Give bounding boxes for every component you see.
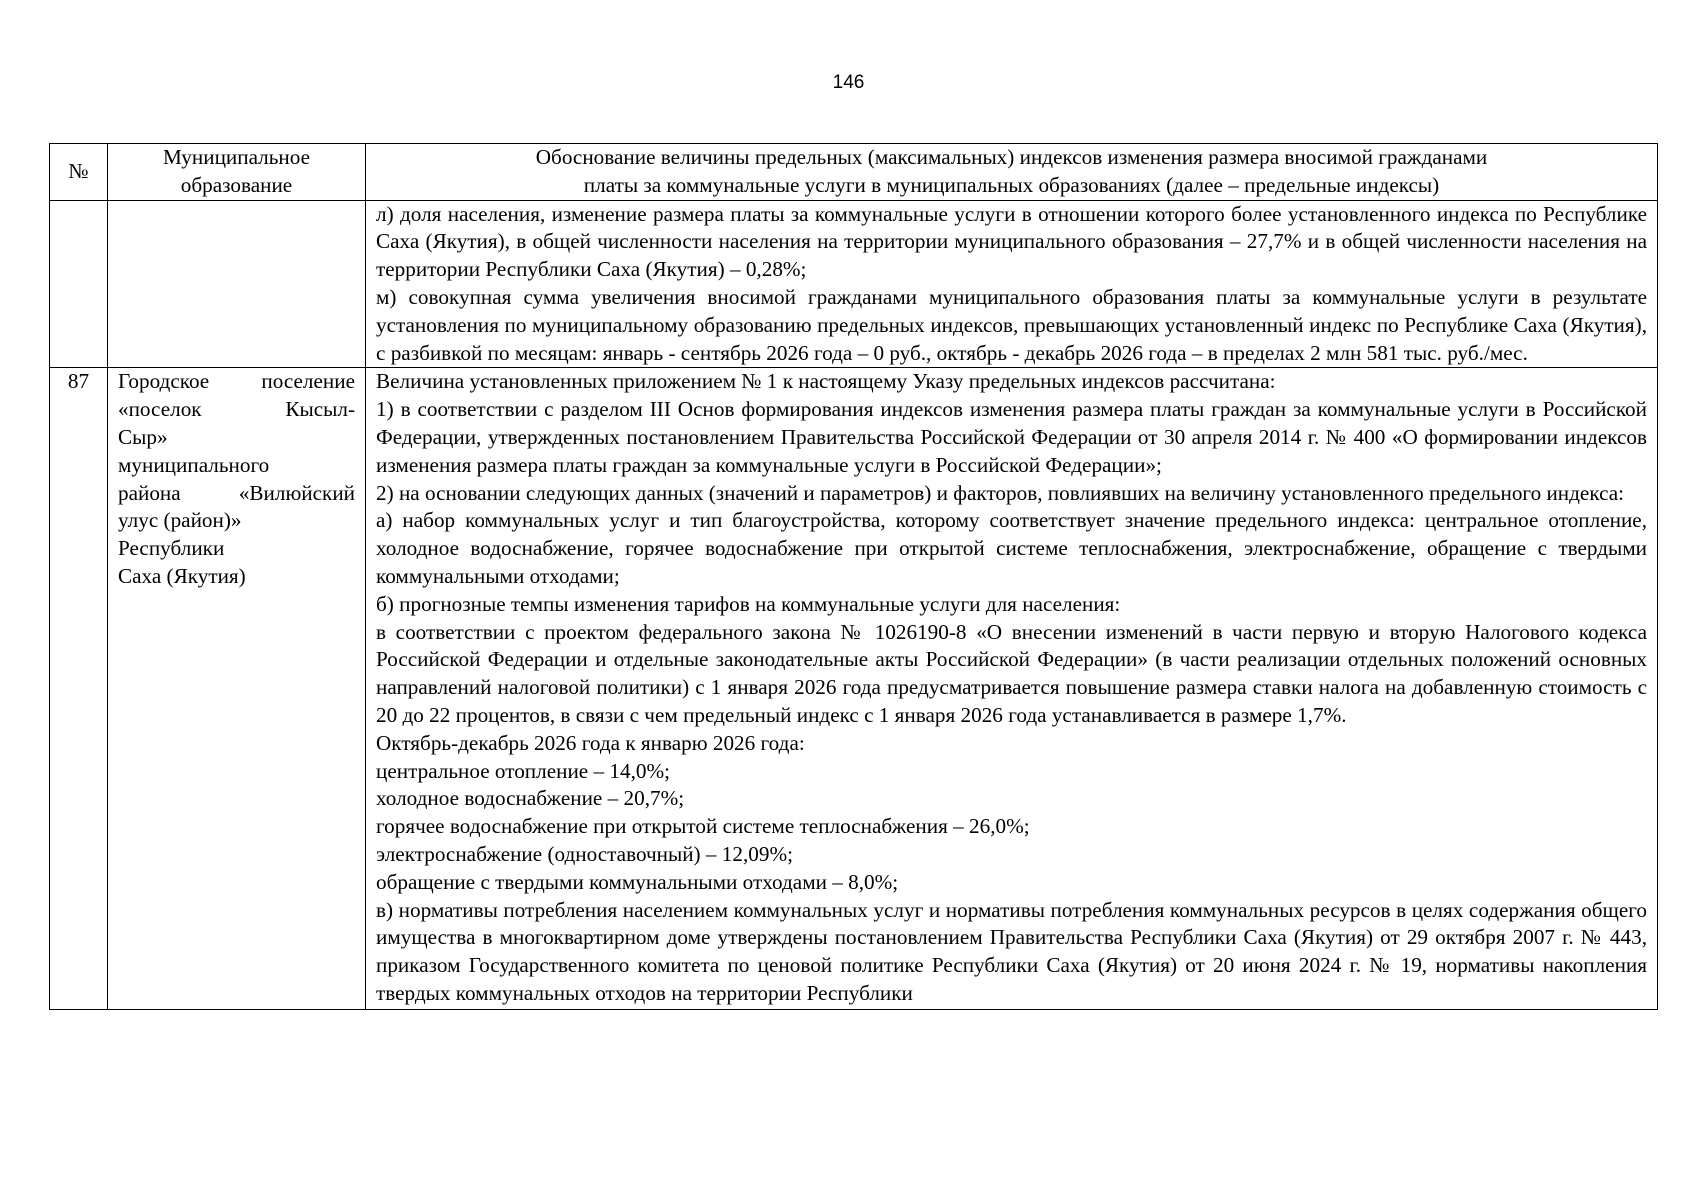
justification-cell [366,368,1658,1010]
municipality-line: Сыр» [118,424,168,449]
header-municipality-line2: образование [180,172,293,197]
municipality-cell [108,368,366,1010]
paragraph-v: в) нормативы потребления населением коммунальных услуг и нормативы потребления коммунальных ресурсов в целях содержания общего имущества в многоквартирном доме утверждены постановлением Правительства Республики Саха (Якутия) от 29 октября 2007 г. № 443, приказом Государственного комитета по ценовой политике Республики Саха (Якутия) от 20 июня 2024 г. № 19, нормативы накопления твердых коммунальных отходов на территории Республики [376,897,1647,1005]
table-header-row [50,144,1658,201]
page-number: 146 [832,72,865,93]
paragraph-hot-water: горячее водоснабжение при открытой системе теплоснабжения – 26,0%; [376,814,1030,839]
paragraph-b: б) прогнозные темпы изменения тарифов на коммунальные услуги для населения: [376,591,1121,616]
paragraph-cold-water: холодное водоснабжение – 20,7%; [376,786,685,811]
header-municipality [108,144,366,201]
municipality-line: «поселок Кысыл- [118,397,355,422]
row-number: 87 [50,368,108,1010]
continuation-number-cell [50,200,108,368]
municipality-line: района «Вилюйский [118,480,355,505]
continuation-municipality-cell [108,200,366,368]
header-number: № [50,144,108,201]
paragraph-intro: Величина установленных приложением № 1 к настоящему Указу предельных индексов рассчитана: [376,369,1276,394]
continuation-justification-cell [366,200,1658,368]
paragraph-1: 1) в соответствии с разделом III Основ формирования индексов изменения размера платы граждан за коммунальные услуги в Российской Федерации, утвержденных постановлением Правительства Российской Федерации от 30 апреля 2014 г. № 400 «О формировании индексов изменения размера платы граждан за коммунальные услуги в Российской Федерации»; [376,397,1647,477]
paragraph-waste: обращение с твердыми коммунальными отходами – 8,0%; [376,869,899,894]
paragraph-l: л) доля населения, изменение размера платы за коммунальные услуги в отношении которого более установленного индекса по Республике Саха (Якутия), в общей численности населения на территории муниципального образования – 27,7% и в общей численности населения на территории Республики Саха (Якутия) – 0,28%; [376,201,1647,282]
municipality-line: Саха (Якутия) [118,563,246,588]
table-row-continuation [50,200,1658,368]
paragraph-period: Октябрь-декабрь 2026 года к январю 2026 года: [376,730,805,755]
paragraph-electricity: электроснабжение (одноставочный) – 12,09%; [376,841,794,866]
paragraph-vat: в соответствии с проектом федерального закона № 1026190-8 «О внесении изменений в части первую и вторую Налогового кодекса Российской Федерации и отдельные законодательные акты Российской Федерации» (в части реализации отдельных положений основных направлений налоговой политики) с 1 января 2026 года предусматривается повышение размера ставки налога на добавленную стоимость с 20 до 22 процентов, в связи с чем предельный индекс с 1 января 2026 года устанавливается в размере 1,7%. [376,619,1647,727]
municipality-line: улус (район)» [118,508,242,533]
justification-table [49,143,1658,1010]
header-justification-line1: Обоснование величины предельных (максимальных) индексов изменения размера вносимой гражданами [535,145,1488,169]
paragraph-a: а) набор коммунальных услуг и тип благоустройства, которому соответствует значение предельного индекса: центральное отопление, холодное водоснабжение, горячее водоснабжение при открытой системе теплоснабжения, электроснабжение, обращение с твердыми коммунальными отходами; [376,508,1647,588]
header-justification-line2: платы за коммунальные услуги в муниципальных образованиях (далее – предельные индексы) [583,172,1440,197]
header-justification [366,144,1658,201]
header-municipality-line1: Муниципальное [162,145,311,169]
paragraph-m: м) совокупная сумма увеличения вносимой гражданами муниципального образования платы за коммунальные услуги в результате установления по муниципальному образованию предельных индексов, превышающих установленный индекс по Республике Саха (Якутия), с разбивкой по месяцам: январь - сентябрь 2026 года – 0 руб., октябрь - декабрь 2026 года – в пределах 2 млн 581 тыс. руб./мес. [376,284,1647,365]
municipality-line: муниципального [118,452,270,477]
paragraph-heating: центральное отопление – 14,0%; [376,758,670,783]
paragraph-2: 2) на основании следующих данных (значений и параметров) и факторов, повлиявших на величину установленного предельного индекса: [376,480,1625,505]
table-row-87 [50,368,1658,1010]
municipality-line: Республики [118,536,225,561]
municipality-line: Городское поселение [118,369,355,394]
